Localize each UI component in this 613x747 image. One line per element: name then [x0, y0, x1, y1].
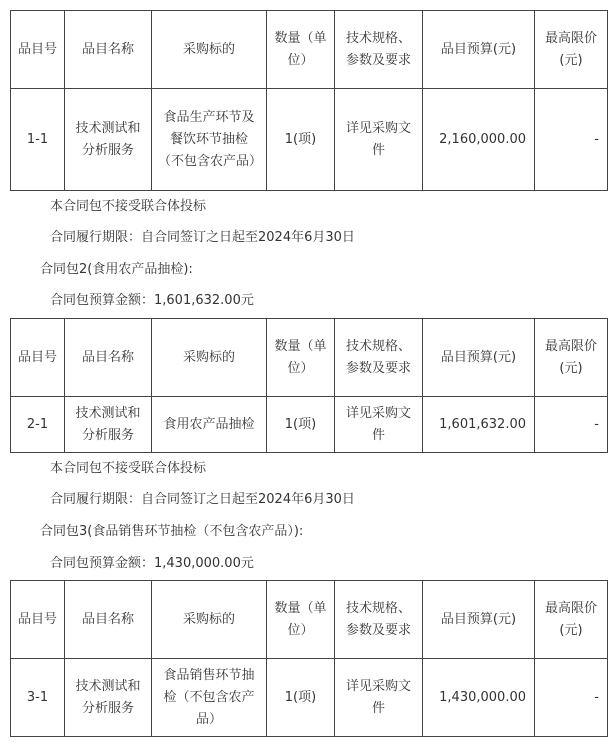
cell-quantity: 1(项) — [267, 89, 335, 191]
table-row — [11, 659, 608, 737]
header-item-no: 品目号 — [11, 319, 65, 397]
table-row — [11, 397, 608, 453]
header-max-price: 最高限价(元) — [535, 11, 608, 89]
header-quantity: 数量（单位） — [267, 319, 335, 397]
header-spec: 技术规格、参数及要求 — [335, 581, 423, 659]
header-item-name: 品目名称 — [65, 319, 152, 397]
cell-item-no: 1-1 — [11, 89, 65, 191]
cell-max-price: - — [535, 659, 608, 737]
header-quantity: 数量（单位） — [267, 581, 335, 659]
package-2-title: 合同包2(食用农产品抽检): — [40, 262, 193, 277]
header-target: 采购标的 — [152, 581, 267, 659]
package-2-budget: 合同包预算金额：1,601,632.00元 — [50, 293, 254, 308]
cell-target: 食用农产品抽检 — [152, 397, 267, 453]
cell-item-name: 技术测试和分析服务 — [65, 659, 152, 737]
cell-budget: 1,601,632.00 — [423, 397, 535, 453]
cell-max-price: - — [535, 397, 608, 453]
cell-spec: 详见采购文件 — [335, 89, 423, 191]
header-max-price: 最高限价(元) — [535, 581, 608, 659]
header-budget: 品目预算(元) — [423, 319, 535, 397]
cell-target: 食品销售环节抽检（不包含农产品） — [152, 659, 267, 737]
cell-item-no: 2-1 — [11, 397, 65, 453]
header-budget: 品目预算(元) — [423, 11, 535, 89]
package-2-period: 合同履行期限：自合同签订之日起至2024年6月30日 — [50, 492, 355, 507]
header-target: 采购标的 — [152, 11, 267, 89]
cell-quantity: 1(项) — [267, 659, 335, 737]
table-header-row — [11, 581, 608, 659]
cell-target: 食品生产环节及餐饮环节抽检（不包含农产品） — [152, 89, 267, 191]
cell-item-name: 技术测试和分析服务 — [65, 89, 152, 191]
header-item-no: 品目号 — [11, 11, 65, 89]
header-item-name: 品目名称 — [65, 11, 152, 89]
package-1-consortium-note: 本合同包不接受联合体投标 — [50, 199, 207, 214]
package-3-budget: 合同包预算金额：1,430,000.00元 — [50, 556, 254, 571]
package-2-table — [10, 318, 608, 453]
package-1-period: 合同履行期限：自合同签订之日起至2024年6月30日 — [50, 230, 355, 245]
header-spec: 技术规格、参数及要求 — [335, 319, 423, 397]
cell-item-name: 技术测试和分析服务 — [65, 397, 152, 453]
cell-spec: 详见采购文件 — [335, 397, 423, 453]
package-2-consortium-note: 本合同包不接受联合体投标 — [50, 461, 207, 476]
header-spec: 技术规格、参数及要求 — [335, 11, 423, 89]
package-3-title: 合同包3(食品销售环节抽检（不包含农产品）): — [40, 524, 304, 539]
cell-item-no: 3-1 — [11, 659, 65, 737]
cell-budget: 1,430,000.00 — [423, 659, 535, 737]
cell-spec: 详见采购文件 — [335, 659, 423, 737]
table-header-row — [11, 319, 608, 397]
header-quantity: 数量（单位） — [267, 11, 335, 89]
cell-budget: 2,160,000.00 — [423, 89, 535, 191]
table-row — [11, 89, 608, 191]
cell-quantity: 1(项) — [267, 397, 335, 453]
header-max-price: 最高限价(元) — [535, 319, 608, 397]
header-item-no: 品目号 — [11, 581, 65, 659]
package-1-table — [10, 10, 608, 191]
package-3-table — [10, 580, 608, 737]
header-budget: 品目预算(元) — [423, 581, 535, 659]
table-header-row — [11, 11, 608, 89]
header-item-name: 品目名称 — [65, 581, 152, 659]
header-target: 采购标的 — [152, 319, 267, 397]
cell-max-price: - — [535, 89, 608, 191]
